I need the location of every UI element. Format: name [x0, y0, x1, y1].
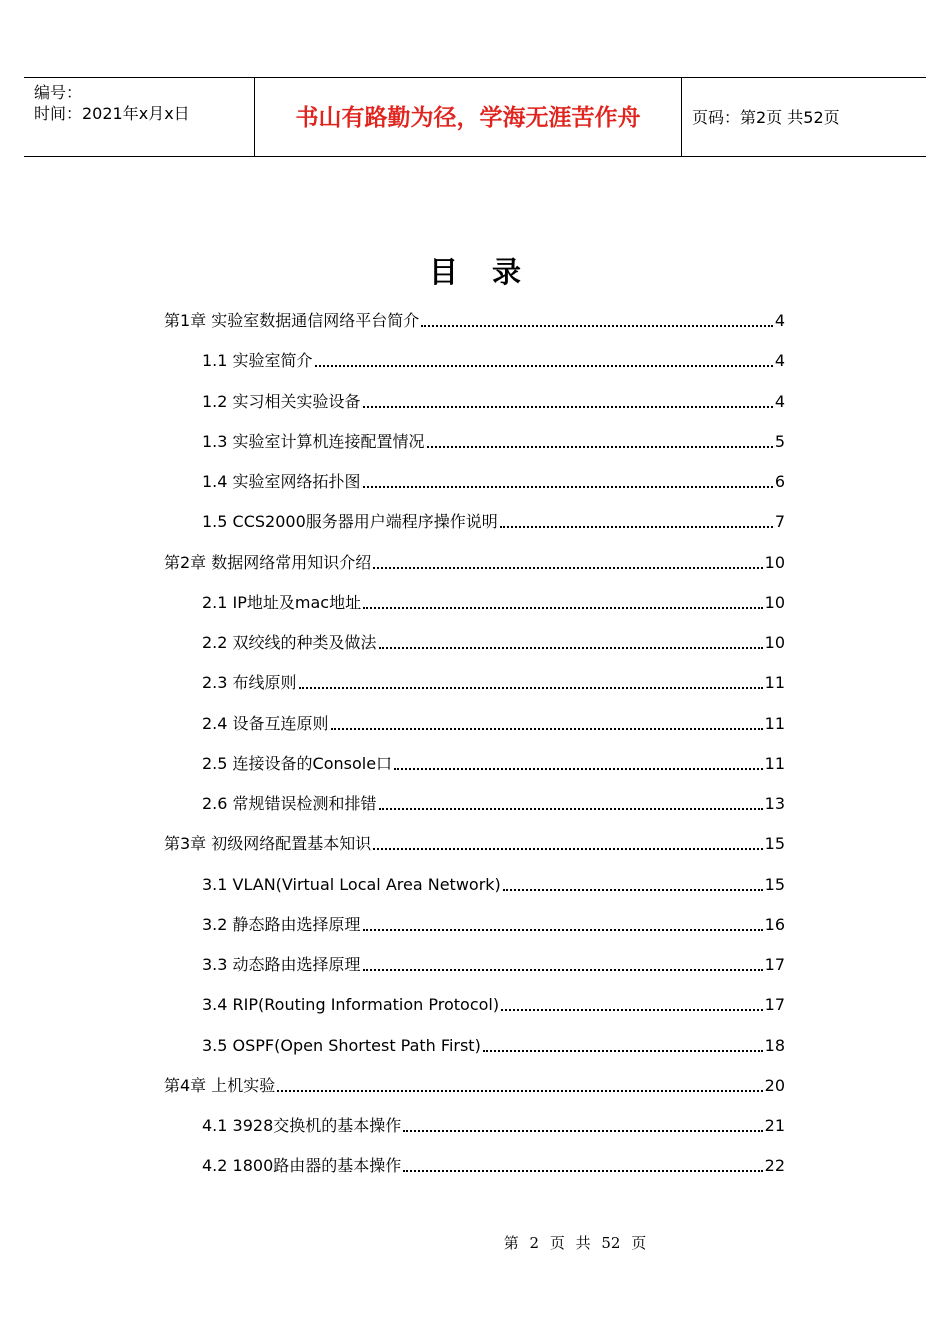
page-footer: 第 2 页 共 52 页: [503, 1234, 647, 1252]
toc-entry[interactable]: [164, 1076, 785, 1096]
toc-dot-leader: [427, 446, 773, 448]
toc-entry-page-number: 20: [764, 1076, 785, 1095]
header-motto: 书山有路勤为径，学海无涯苦作舟: [295, 105, 641, 131]
toc-entry-page-number: 11: [764, 714, 785, 733]
toc-entry-page-number: 10: [764, 593, 785, 612]
toc-entry[interactable]: [202, 1116, 785, 1136]
toc-entry[interactable]: [164, 311, 785, 331]
toc-dot-leader: [299, 687, 763, 689]
toc-title: 目录: [428, 255, 555, 289]
toc-entry-page-number: 22: [764, 1156, 785, 1175]
toc-entry-page-number: 16: [764, 915, 785, 934]
toc-entry[interactable]: [202, 512, 785, 532]
header-left-cell: [24, 78, 254, 156]
toc-entry-page-number: 17: [764, 955, 785, 974]
toc-entry[interactable]: [202, 714, 785, 734]
document-number-label: 编号：: [34, 83, 83, 102]
toc-entry[interactable]: [202, 593, 785, 613]
toc-dot-leader: [363, 969, 763, 971]
toc-dot-leader: [363, 486, 773, 488]
toc-entry-page-number: 10: [764, 553, 785, 572]
toc-entry[interactable]: [202, 995, 785, 1015]
toc-entry-label: 4.2 1800路由器的基本操作: [202, 1156, 402, 1175]
toc-dot-leader: [421, 325, 773, 327]
toc-dot-leader: [483, 1050, 763, 1052]
toc-entry-label: 1.4 实验室网络拓扑图: [202, 472, 361, 491]
toc-dot-leader: [501, 1009, 763, 1011]
toc-dot-leader: [394, 768, 763, 770]
toc-entry-page-number: 17: [764, 995, 785, 1014]
toc-dot-leader: [403, 1130, 762, 1132]
toc-entry-page-number: 21: [764, 1116, 785, 1135]
toc-entry-label: 2.5 连接设备的Console口: [202, 754, 393, 773]
toc-entry-page-number: 11: [764, 754, 785, 773]
toc-entry-page-number: 10: [764, 633, 785, 652]
toc-entry-label: 第2章 数据网络常用知识介绍: [164, 553, 372, 572]
toc-entry-page-number: 6: [774, 472, 785, 491]
toc-entry[interactable]: [202, 875, 785, 895]
toc-entry[interactable]: [202, 794, 785, 814]
toc-entry[interactable]: [202, 915, 785, 935]
header-right-cell: [680, 78, 926, 156]
toc-entry-label: 3.2 静态路由选择原理: [202, 915, 361, 934]
toc-dot-leader: [331, 728, 763, 730]
toc-dot-leader: [277, 1090, 762, 1092]
toc-entry-label: 3.4 RIP(Routing Information Protocol): [202, 995, 500, 1014]
toc-entry[interactable]: [164, 834, 785, 854]
toc-entry-label: 3.3 动态路由选择原理: [202, 955, 361, 974]
toc-entry-label: 1.3 实验室计算机连接配置情况: [202, 432, 425, 451]
toc-dot-leader: [379, 647, 763, 649]
toc-dot-leader: [363, 929, 763, 931]
toc-dot-leader: [500, 526, 773, 528]
toc-dot-leader: [373, 567, 762, 569]
toc-entry[interactable]: [202, 754, 785, 774]
toc-dot-leader: [403, 1170, 762, 1172]
toc-entry-page-number: 15: [764, 875, 785, 894]
document-time-label: 时间：2021年x月x日: [34, 104, 190, 123]
toc-entry-label: 2.2 双绞线的种类及做法: [202, 633, 377, 652]
toc-entry-label: 第4章 上机实验: [164, 1076, 276, 1095]
toc-entry-page-number: 13: [764, 794, 785, 813]
toc-entry[interactable]: [202, 351, 785, 371]
toc-entry-label: 1.5 CCS2000服务器用户端程序操作说明: [202, 512, 498, 531]
toc-entry-page-number: 4: [774, 351, 785, 370]
toc-entry[interactable]: [202, 432, 785, 452]
toc-entry-page-number: 11: [764, 673, 785, 692]
toc-entry[interactable]: [164, 553, 785, 573]
toc-entry[interactable]: [202, 955, 785, 975]
toc-entry-page-number: 4: [774, 392, 785, 411]
toc-entry-label: 2.6 常规错误检测和排错: [202, 794, 377, 813]
toc-entry-label: 1.1 实验室简介: [202, 351, 313, 370]
toc-entry[interactable]: [202, 673, 785, 693]
toc-entry-page-number: 15: [764, 834, 785, 853]
toc-dot-leader: [315, 365, 773, 367]
toc-dot-leader: [363, 406, 773, 408]
toc-entry-label: 第1章 实验室数据通信网络平台简介: [164, 311, 420, 330]
toc-entry-page-number: 7: [774, 512, 785, 531]
toc-entry-label: 4.1 3928交换机的基本操作: [202, 1116, 402, 1135]
toc-entry-label: 第3章 初级网络配置基本知识: [164, 834, 372, 853]
toc-entry[interactable]: [202, 1156, 785, 1176]
toc-dot-leader: [379, 808, 763, 810]
toc-entry[interactable]: [202, 633, 785, 653]
toc-entry-label: 3.1 VLAN(Virtual Local Area Network): [202, 875, 501, 894]
toc-entry[interactable]: [202, 1036, 785, 1056]
toc-entry-label: 2.3 布线原则: [202, 673, 297, 692]
toc-entry-label: 2.4 设备互连原则: [202, 714, 329, 733]
toc-dot-leader: [373, 848, 762, 850]
toc-entry-label: 1.2 实习相关实验设备: [202, 392, 361, 411]
toc-entry-label: 2.1 IP地址及mac地址: [202, 593, 362, 612]
header-middle-cell: [254, 78, 682, 156]
header-page-info: 页码：第2页 共52页: [692, 108, 840, 127]
toc-entry-label: 3.5 OSPF(Open Shortest Path First): [202, 1036, 481, 1055]
page-header: [24, 77, 926, 157]
toc-entry[interactable]: [202, 392, 785, 412]
toc-entry-page-number: 5: [774, 432, 785, 451]
toc-entry[interactable]: [202, 472, 785, 492]
toc-entry-page-number: 18: [764, 1036, 785, 1055]
toc-dot-leader: [363, 607, 763, 609]
toc-entry-page-number: 4: [774, 311, 785, 330]
toc-dot-leader: [503, 889, 763, 891]
